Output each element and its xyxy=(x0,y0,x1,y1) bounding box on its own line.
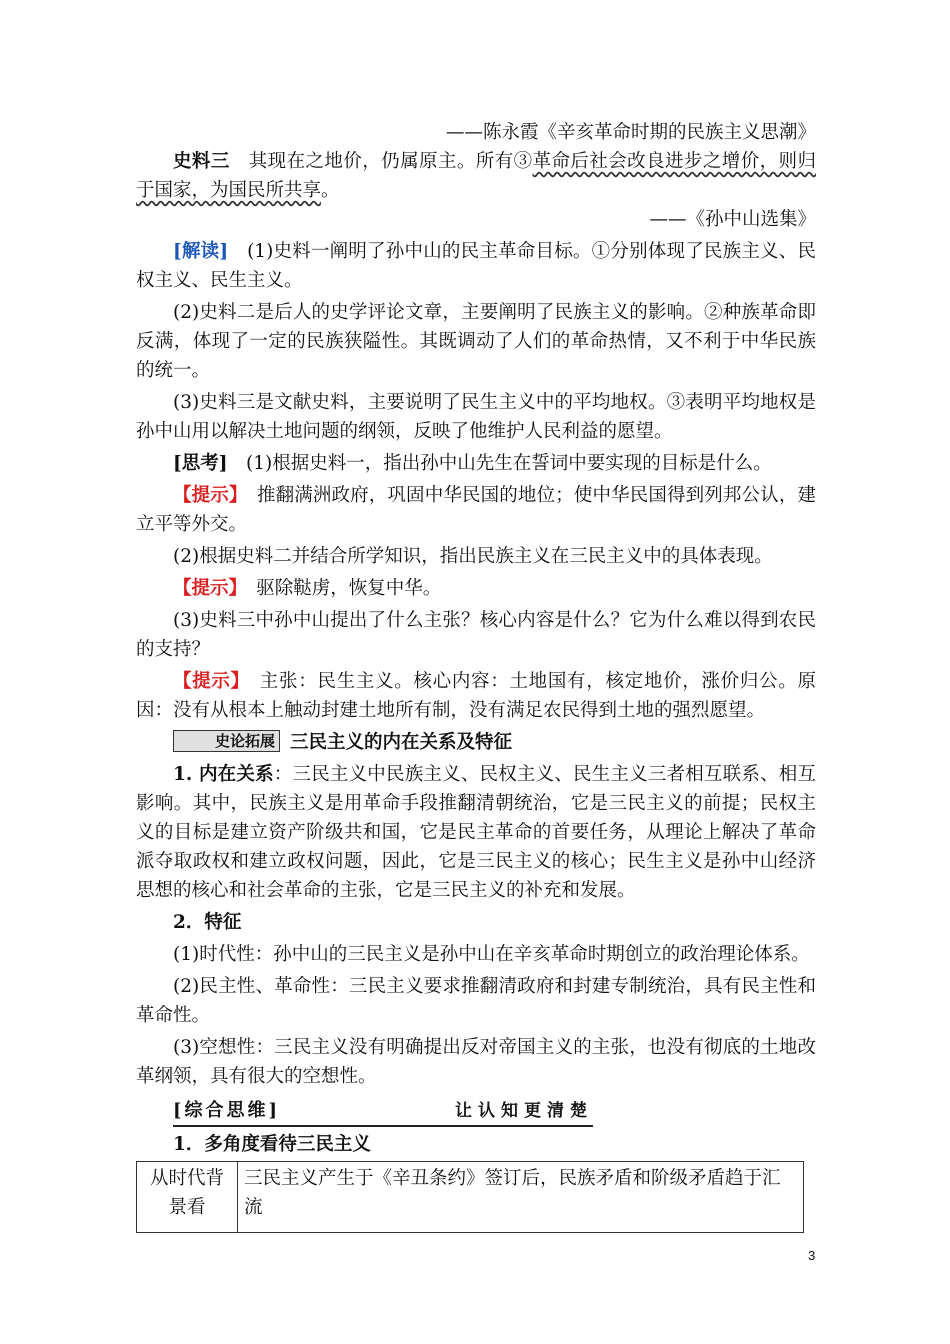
question-3: (3)史料三中孙中山提出了什么主张？核心内容是什么？它为什么难以得到农民的支持？ xyxy=(136,610,816,660)
extension-title: 三民主义的内在关系及特征 xyxy=(290,732,513,753)
hint-3: 【提示】 主张：民生主义。核心内容：土地国有，核定地价，涨价归公。原因：没有从根本上触动封建土地所有制，没有满足农民得到土地的强烈愿望。 xyxy=(136,671,816,721)
question-2: (2)根据史料二并结合所学知识，指出民族主义在三民主义中的具体表现。 xyxy=(173,546,773,567)
interpretation-1: [解读] (1)史料一阐明了孙中山的民主革命目标。①分别体现了民族主义、民权主义、民生主义。 xyxy=(136,241,816,291)
feature-1: (1)时代性：孙中山的三民主义是孙中山在辛亥革命时期创立的政治理论体系。 xyxy=(173,944,810,965)
table-body-cell: 三民主义产生于《辛丑条约》签订后，民族矛盾和阶级矛盾趋于汇流 xyxy=(238,1162,804,1233)
perspective-table xyxy=(136,1161,804,1233)
page-content xyxy=(136,118,816,1233)
hint-1: 【提示】 推翻满洲政府，巩固中华民国的地位；使中华民国得到列邦公认，建立平等外交。 xyxy=(136,485,816,535)
relation-paragraph: 1. 内在关系：三民主义中民族主义、民权主义、民生主义三者相互联系、相互影响。其中，民族主义是用革命手段推翻清朝统治，它是三民主义的前提；民权主义的目标是建立资产阶级共和国，它是民主革命的首要任务，从理论上解决了革命派夺取政权和建立政权问题，因此，它是三民主义的核心；民生主义是孙中山经济思想的核心和社会革命的主张，它是三民主义的补充和发展。 xyxy=(136,764,816,901)
source-material-3: 史料三 其现在之地价，仍属原主。所有③革命后社会改良进步之增价，则归于国家，为国民所共享。 xyxy=(136,151,816,201)
feature-2: (2)民主性、革命性：三民主义要求推翻清政府和封建专制统治，具有民主性和革命性。 xyxy=(136,976,816,1026)
hint-2: 【提示】 驱除鞑虏，恢复中华。 xyxy=(173,578,442,599)
question-1: [思考] (1)根据史料一，指出孙中山先生在誓词中要实现的目标是什么。 xyxy=(173,453,772,474)
hint-label: 【提示】 xyxy=(173,671,241,692)
table-head-cell: 从时代背景看 xyxy=(137,1162,238,1233)
source-citation-2: ——陈永霞《辛亥革命时期的民族主义思潮》 xyxy=(445,122,816,143)
interpretation-2: (2)史料二是后人的史学评论文章，主要阐明了民族主义的影响。②种族革命即反满，体现了一定的民族狭隘性。其既调动了人们的革命热情，又不利于中华民族的统一。 xyxy=(136,302,816,381)
features-heading: 2．特征 xyxy=(173,912,242,933)
page-number: 3 xyxy=(808,1248,816,1263)
feature-3: (3)空想性：三民主义没有明确提出反对帝国主义的主张，也没有彻底的土地改革纲领，具有很大的空想性。 xyxy=(136,1037,816,1087)
table-row xyxy=(137,1162,804,1233)
section-right-title: 让认知更清楚 xyxy=(455,1101,593,1121)
interpretation-label: [解读] xyxy=(173,241,229,262)
interpretation-3: (3)史料三是文献史料，主要说明了民生主义中的平均地权。③表明平均地权是孙中山用以解决土地问题的纲领，反映了他维护人民利益的愿望。 xyxy=(136,392,816,442)
extension-heading xyxy=(136,728,816,757)
hint-label: 【提示】 xyxy=(173,485,239,506)
source-label-3: 史料三 xyxy=(173,151,230,172)
comprehensive-thinking-header xyxy=(173,1097,593,1127)
section-left-title: [综合思维] xyxy=(173,1100,281,1121)
extension-tag: 史论拓展 xyxy=(173,730,280,752)
thinking-label: [思考] xyxy=(173,453,228,474)
source-citation-3: ——《孙中山选集》 xyxy=(649,209,816,230)
item-1-heading: 1．多角度看待三民主义 xyxy=(173,1134,371,1155)
wavy-highlight: 革命后社会改良进步之增价，则归于国家，为国民所共享 xyxy=(136,151,816,201)
hint-label: 【提示】 xyxy=(173,578,238,599)
